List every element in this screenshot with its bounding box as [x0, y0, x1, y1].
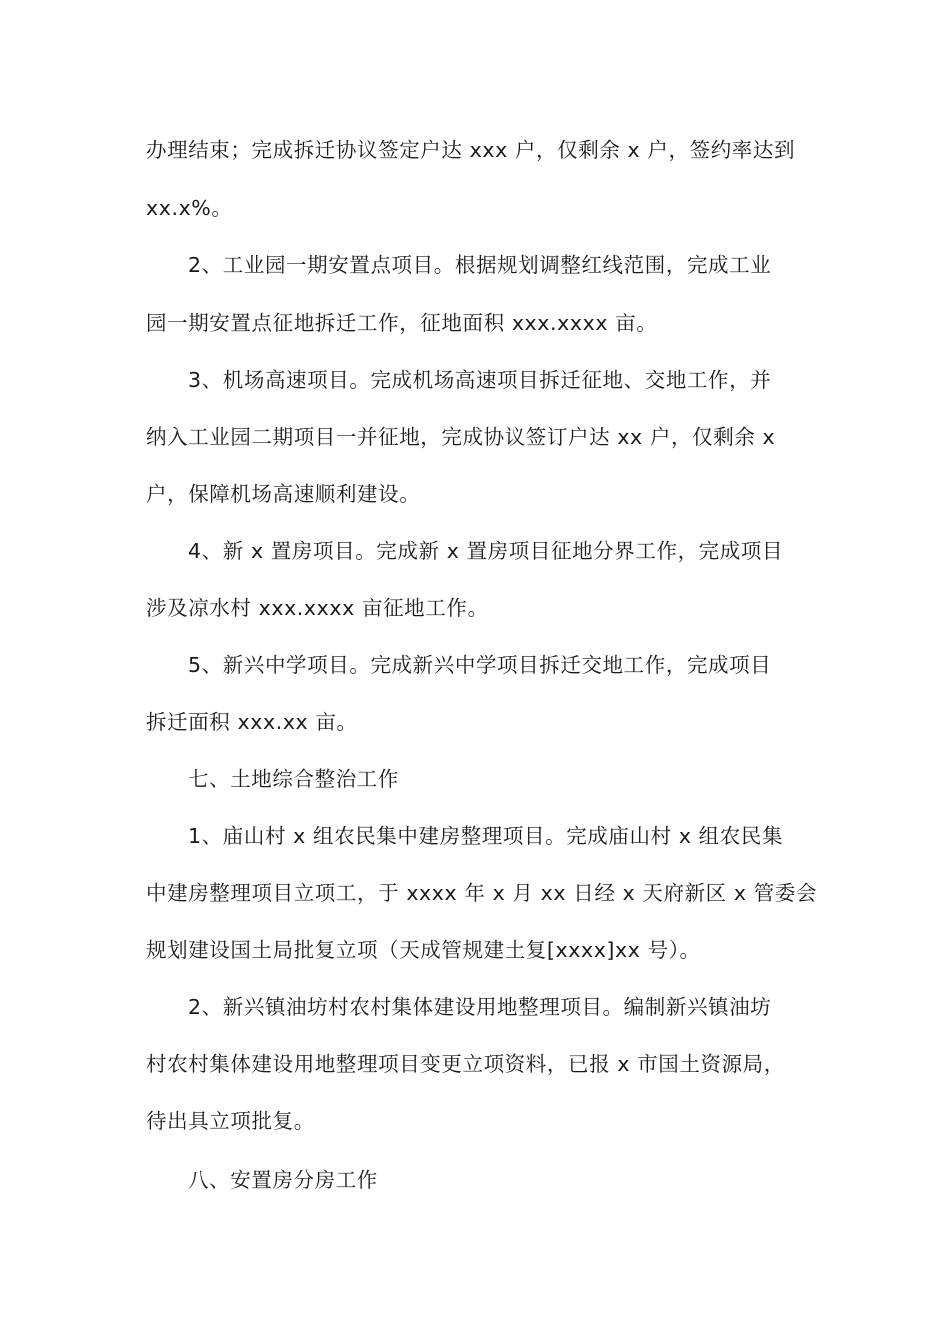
body-text-line: 办理结束；完成拆迁协议签定户达 xxx 户，仅剩余 x 户，签约率达到: [146, 138, 796, 162]
section-heading: 七、土地综合整治工作: [188, 767, 399, 791]
body-text-line: 户，保障机场高速顺利建设。: [146, 482, 421, 506]
body-text-line: 园一期安置点征地拆迁工作，征地面积 xxx.xxxx 亩。: [146, 311, 658, 335]
list-item-line: 4、新 x 置房项目。完成新 x 置房项目征地分界工作，完成项目: [188, 539, 784, 563]
body-text-line: 中建房整理项目立项工，于 xxxx 年 x 月 xx 日经 x 天府新区 x 管委会: [146, 881, 818, 905]
body-text-line: xx.x%。: [146, 196, 233, 220]
list-item-line: 5、新兴中学项目。完成新兴中学项目拆迁交地工作，完成项目: [188, 653, 772, 677]
body-text-line: 涉及凉水村 xxx.xxxx 亩征地工作。: [146, 596, 489, 620]
list-item-line: 1、庙山村 x 组农民集中建房整理项目。完成庙山村 x 组农民集: [188, 824, 784, 848]
body-text-line: 规划建设国土局批复立项（天成管规建土复[xxxx]xx 号）。: [146, 938, 701, 962]
body-text-line: 纳入工业园二期项目一并征地，完成协议签订户达 xx 户，仅剩余 x: [146, 425, 776, 449]
body-text-line: 拆迁面积 xxx.xx 亩。: [146, 710, 358, 734]
list-item-line: 3、机场高速项目。完成机场高速项目拆迁征地、交地工作，并: [188, 368, 772, 392]
body-text-line: 村农村集体建设用地整理项目变更立项资料，已报 x 市国土资源局，: [146, 1052, 785, 1076]
list-item-line: 2、工业园一期安置点项目。根据规划调整红线范围，完成工业: [188, 253, 772, 277]
body-text-line: 待出具立项批复。: [146, 1109, 315, 1133]
list-item-line: 2、新兴镇油坊村农村集体建设用地整理项目。编制新兴镇油坊: [188, 995, 772, 1019]
section-heading: 八、安置房分房工作: [188, 1168, 378, 1192]
